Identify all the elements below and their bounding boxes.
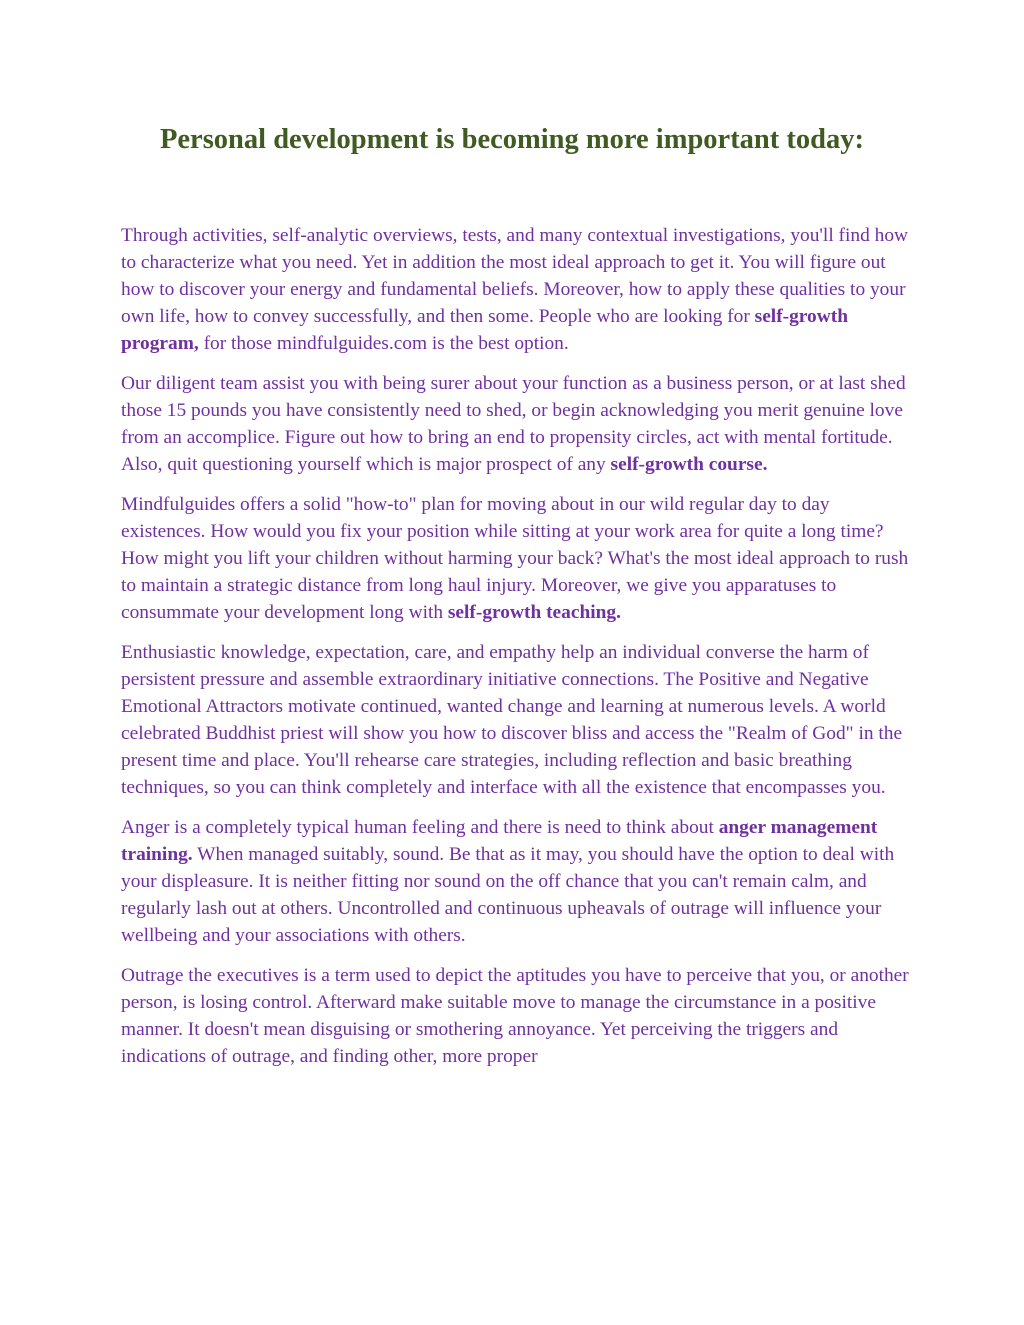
- paragraph-text: Through activities, self-analytic overviews, tests, and many contextual investigations, you'll find how to characterize what you need. Yet in addition the most ideal approach to get it. You will figure out how to discover your energy and fundamental beliefs. Moreover, how to apply these qualities to your own life, how to convey successfully, and then some. People who are looking for: [121, 225, 909, 327]
- paragraph-2: [121, 370, 911, 478]
- keyword-anger-management-training: anger management training.: [121, 817, 878, 865]
- keyword-self-growth-course: self-growth course.: [610, 454, 768, 475]
- page-title: Personal development is becoming more important today:: [160, 124, 864, 155]
- paragraph-1: [121, 222, 911, 357]
- paragraph-text: Outrage the executives is a term used to depict the aptitudes you have to perceive that you, or another person, is losing control. Afterward make suitable move to manage the circumstance in a positive manner. It doesn't mean disguising or smothering annoyance. Yet perceiving the triggers and indications of outrage, and finding other, more proper: [121, 965, 909, 1067]
- paragraph-6: [121, 962, 911, 1070]
- paragraph-text: When managed suitably, sound. Be that as it may, you should have the option to deal with your displeasure. It is neither fitting nor sound on the off chance that you can't remain calm, and regularly lash out at others. Uncontrolled and continuous upheavals of outrage will influence your wellbeing and your associations with others.: [121, 844, 895, 946]
- article-body: [121, 222, 911, 1083]
- paragraph-text: for those mindfulguides.com is the best option.: [198, 333, 569, 354]
- keyword-self-growth-teaching: self-growth teaching.: [447, 602, 621, 623]
- paragraph-text: Anger is a completely typical human feeling and there is need to think about: [121, 817, 719, 838]
- paragraph-text: Enthusiastic knowledge, expectation, care, and empathy help an individual converse the harm of persistent pressure and assemble extraordinary initiative connections. The Positive and Negative Emotional Attractors motivate continued, wanted change and learning at numerous levels. A world celebrated Buddhist priest will show you how to discover bliss and access the "Realm of God" in the present time and place. You'll rehearse care strategies, including reflection and basic breathing techniques, so you can think completely and interface with all the existence that encompasses you.: [121, 642, 903, 798]
- paragraph-text: Our diligent team assist you with being surer about your function as a business person, or at last shed those 15 pounds you have consistently need to shed, or begin acknowledging you merit genuine love from an accomplice. Figure out how to bring an end to propensity circles, act with mental fortitude. Also, quit questioning yourself which is major prospect of any: [121, 373, 906, 475]
- paragraph-3: [121, 491, 911, 626]
- paragraph-5: [121, 814, 911, 949]
- paragraph-4: [121, 639, 911, 801]
- keyword-self-growth-program: self-growth program,: [121, 306, 849, 354]
- paragraph-text: Mindfulguides offers a solid "how-to" plan for moving about in our wild regular day to day existences. How would you fix your position while sitting at your work area for quite a long time? How might you lift your children without harming your back? What's the most ideal approach to rush to maintain a strategic distance from long haul injury. Moreover, we give you apparatuses to consummate your development long with: [121, 494, 909, 623]
